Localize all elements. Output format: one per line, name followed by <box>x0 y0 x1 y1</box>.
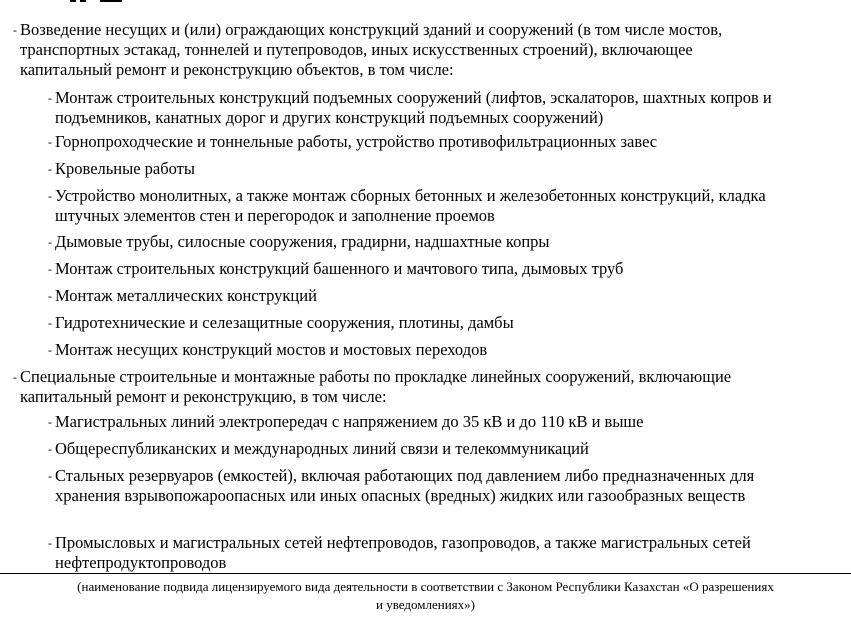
item-line: Горнопроходческие и тоннельные работы, устройство противофильтрационных завес <box>55 132 658 151</box>
list-item <box>13 20 723 80</box>
dash-marker: - <box>13 23 17 37</box>
item-line: Специальные строительные и монтажные работы по прокладке линейных сооружений, включающие <box>20 367 732 386</box>
cropped-top-line <box>0 0 851 6</box>
list-item <box>48 159 195 179</box>
list-item <box>48 533 751 573</box>
item-line: Монтаж строительных конструкций подъемных сооружений (лифтов, эскалаторов, шахтных копров и <box>55 88 772 107</box>
caption-line: и уведомлениях») <box>376 597 475 612</box>
list-item <box>48 132 658 152</box>
dash-marker: - <box>48 189 52 203</box>
caption-line: (наименование подвида лицензируемого вида деятельности в соответствии с Законом Республики Казахстан «О разрешениях <box>77 579 774 594</box>
list-item <box>48 340 488 360</box>
item-line: Промысловых и магистральных сетей нефтепроводов, газопроводов, а также магистральных сетей <box>55 533 751 552</box>
list-item <box>48 88 772 128</box>
list-item <box>48 286 317 306</box>
list-item <box>48 439 589 459</box>
item-line: подъемников, канатных дорог и других конструкций подъемных сооружений) <box>55 108 604 127</box>
dash-marker: - <box>48 91 52 105</box>
dash-marker: - <box>48 289 52 303</box>
list-item <box>13 367 732 407</box>
item-line: транспортных эстакад, тоннелей и путепроводов, иных искусственных строений), включающее <box>20 40 693 59</box>
item-line: штучных элементов стен и перегородок и заполнение проемов <box>55 206 495 225</box>
dash-marker: - <box>48 316 52 330</box>
dash-marker: - <box>48 235 52 249</box>
item-line: Кровельные работы <box>55 159 195 178</box>
list-item <box>48 186 766 226</box>
item-line: Стальных резервуаров (емкостей), включая работающих под давлением либо предназначенных для <box>55 466 755 485</box>
item-line: Общереспубликанских и международных линий связи и телекоммуникаций <box>55 439 589 458</box>
item-line: Монтаж несущих конструкций мостов и мостовых переходов <box>55 340 488 359</box>
item-line: Гидротехнические и селезащитные сооружения, плотины, дамбы <box>55 313 514 332</box>
list-item <box>48 412 644 432</box>
item-line: капитальный ремонт и реконструкцию, в том числе: <box>20 387 387 406</box>
dash-marker: - <box>48 262 52 276</box>
cropped-text-fragment <box>70 0 130 2</box>
item-line: Возведение несущих и (или) ограждающих конструкций зданий и сооружений (в том числе мостов, <box>20 20 723 39</box>
dash-marker: - <box>48 415 52 429</box>
dash-marker: - <box>13 370 17 384</box>
dash-marker: - <box>48 343 52 357</box>
item-line: Устройство монолитных, а также монтаж сборных бетонных и железобетонных конструкций, кладка <box>55 186 766 205</box>
dash-marker: - <box>48 162 52 176</box>
item-line: капитальный ремонт и реконструкцию объектов, в том числе: <box>20 60 454 79</box>
list-item <box>48 232 550 252</box>
item-line: Магистральных линий электропередач с напряжением до 35 кВ и до 110 кВ и выше <box>55 412 644 431</box>
footnote-caption <box>0 578 851 614</box>
dash-marker: - <box>48 469 52 483</box>
underline-divider <box>0 573 851 574</box>
item-line: Монтаж строительных конструкций башенного и мачтового типа, дымовых труб <box>55 259 624 278</box>
item-line: нефтепродуктопроводов <box>55 553 227 572</box>
item-line: Дымовые трубы, силосные сооружения, градирни, надшахтные копры <box>55 232 550 251</box>
list-item <box>48 259 624 279</box>
list-item <box>48 313 514 333</box>
item-line: Монтаж металлических конструкций <box>55 286 317 305</box>
dash-marker: - <box>48 536 52 550</box>
dash-marker: - <box>48 442 52 456</box>
list-item <box>48 466 755 506</box>
dash-marker: - <box>48 135 52 149</box>
item-line: хранения взрывопожароопасных или иных опасных (вредных) жидких или газообразных веществ <box>55 486 746 505</box>
